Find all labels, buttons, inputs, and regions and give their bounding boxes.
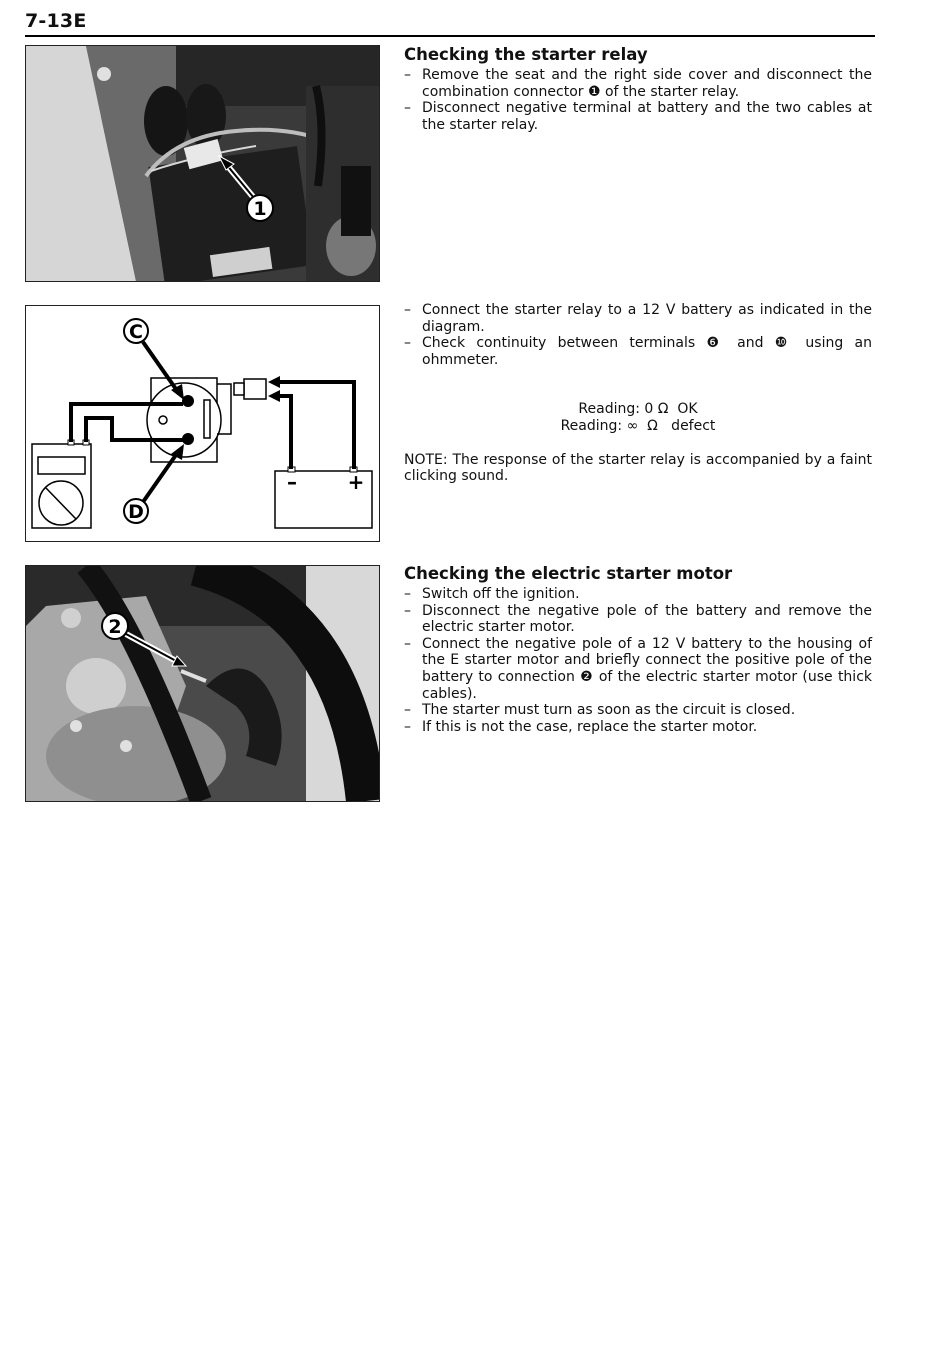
starter-motor-steps [404,586,872,735]
battery-minus-label: – [287,470,297,494]
starter-motor-photo [25,565,380,802]
starter-motor-section [404,564,872,735]
starter-relay-steps [404,67,872,133]
list-item: – Disconnect negative terminal at battery and the two cables at the starter relay. [404,100,872,133]
terminal-d-label: D [128,501,144,523]
list-item: – Check continuity between terminals ❻ and ❿ using an ohmmeter. [404,335,872,368]
relay-test-steps [404,302,872,368]
terminal-c-label: C [129,321,143,343]
reading-ok: Reading: 0 Ω OK [578,401,698,418]
list-item: – Remove the seat and the right side cover and disconnect the combination connector ❶ of the starter relay. [404,67,872,100]
starter-relay-photo [25,45,380,282]
starter-relay-section [404,45,872,133]
callout-label-2: 2 [108,616,122,638]
starter-motor-title: Checking the electric starter motor [404,564,733,583]
battery-icon [275,467,372,528]
relay-test-section [404,302,872,485]
relay-test-diagram [25,305,380,542]
page-number: 7-13E [25,10,87,32]
battery-plus-label: + [347,470,365,494]
list-item: – Connect the starter relay to a 12 V battery as indicated in the diagram. [404,302,872,335]
readings [404,401,872,434]
callout-label-1: 1 [253,198,267,220]
relay-icon [147,378,221,462]
list-item: – Disconnect the negative pole of the battery and remove the electric starter motor. [404,602,872,636]
starter-relay-title: Checking the starter relay [404,45,648,64]
ohmmeter-icon [32,440,91,528]
list-item: – The starter must turn as soon as the circuit is closed. [404,702,796,719]
list-item: – Switch off the ignition. [404,586,580,602]
list-item: – Connect the negative pole of a 12 V battery to the housing of the E starter motor and briefly connect the positive pole of the battery to connection ❷ of the electric starter motor (use thick cables). [404,635,872,702]
reading-defect: Reading: ∞ Ω defect [560,417,716,434]
header-rule [25,35,875,37]
note: NOTE: The response of the starter relay is accompanied by a faint clicking sound. [404,451,872,485]
list-item: – If this is not the case, replace the starter motor. [404,718,758,735]
